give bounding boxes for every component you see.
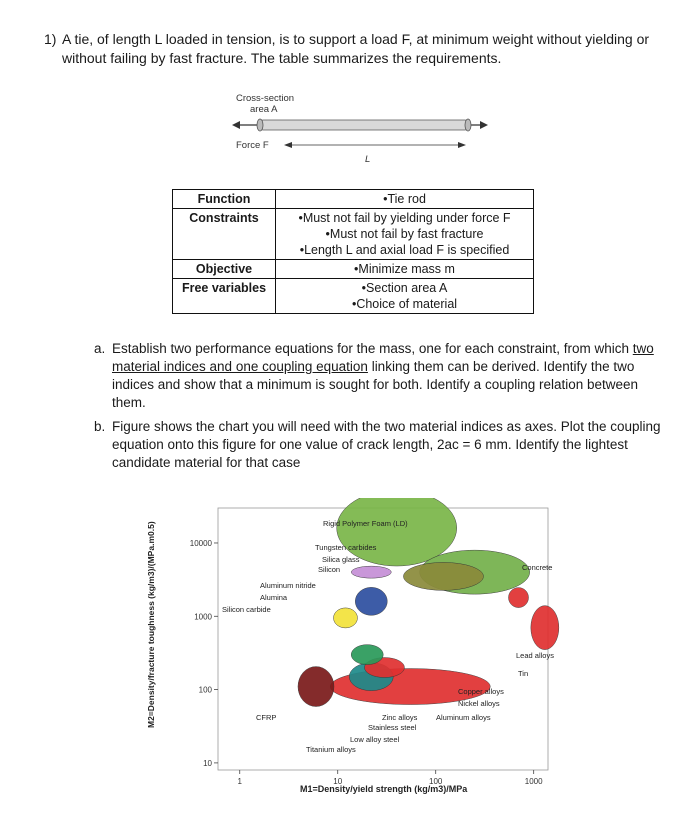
table-row [173,190,534,209]
material-label-rigid-polymer-foam-ld-: Rigid Polymer Foam (LD) [323,519,408,528]
part-a-label: a. [94,341,106,356]
force-label: Force F [236,140,269,151]
table-row [173,209,534,260]
y-tick-label: 100 [198,685,212,695]
tie-diagram [232,90,502,165]
bubble-titanium-alloys [351,645,383,665]
rod-end-right [465,119,471,131]
material-label-zinc-alloys: Zinc alloys [382,713,418,722]
row-key: Function [173,190,276,209]
material-label-low-alloy-steel: Low alloy steel [350,735,400,744]
row-value [276,260,534,279]
question [44,30,662,68]
row-key: Free variables [173,279,276,314]
material-label-copper-alloys: Copper alloys [458,687,504,696]
x-tick-label: 1 [237,777,242,786]
tie-rod-body [260,120,468,130]
y-tick-label: 10000 [189,538,212,548]
table-row [173,279,534,314]
question-text: A tie, of length L loaded in tension, is to support a load F, at minimum weight without yielding or without failing by fast fracture. The table summarizes the requirements. [62,31,650,66]
material-label-aluminum-alloys: Aluminum alloys [436,713,491,722]
material-chart [140,498,560,798]
material-label-nickel-alloys: Nickel alloys [458,699,500,708]
bubble-concrete-core [403,562,483,590]
arrow-left-icon [232,121,240,129]
tie-diagram-svg [232,90,502,165]
bubble-lead-alloys [531,606,559,650]
x-axis-label: M1=Density/yield strength (kg/m3)/MPa [300,784,468,794]
material-label-alumina: Alumina [260,593,288,602]
table-row [173,260,534,279]
x-tick-label: 100 [429,777,443,786]
part-a-underlined: two material indices and one coupling equation [112,341,654,374]
chart-svg [140,498,560,798]
material-label-tungsten-carbides: Tungsten carbides [315,543,377,552]
y-tick-label: 1000 [194,612,212,622]
value-line: •Minimize mass m [354,262,455,276]
part-b [80,418,662,472]
material-label-lead-alloys: Lead alloys [516,651,554,660]
dim-arrow-left-icon [284,142,292,148]
part-b-label: b. [94,419,106,434]
bubble-alumina [355,587,387,615]
y-axis-label: M2=Density/fracture toughness (kg/m3)/(MPa.m0.5) [146,521,156,728]
x-tick-label: 1000 [524,777,543,786]
material-label-tin: Tin [518,669,529,678]
part-b-text: Figure shows the chart you will need with the two material indices as axes. Plot the coupling equation onto this figure for one value of crack length, 2ac = 6 mm. Identify the lightest candidate material for that case [112,419,661,470]
arrow-right-icon [480,121,488,129]
rod-end-section [257,119,263,131]
requirements-table [172,189,534,314]
row-value [276,190,534,209]
bubble-tin [509,588,529,608]
value-line: •Length L and axial load F is specified [299,243,510,257]
row-key: Constraints [173,209,276,260]
dim-arrow-right-icon [458,142,466,148]
cross-section-label: Cross-section [236,93,295,104]
question-number: 1) [44,31,57,47]
row-key: Objective [173,260,276,279]
material-label-aluminum-nitride: Aluminum nitride [260,581,316,590]
material-label-cfrp: CFRP [256,713,277,722]
material-label-stainless-steel: Stainless steel [368,723,417,732]
value-line: •Tie rod [383,192,426,206]
material-label-silicon-carbide: Silicon carbide [222,605,271,614]
part-a-text-pre: Establish two performance equations for the mass, one for each constraint, from which [112,341,633,356]
bubble-silicon-carbide [333,608,357,628]
value-line: •Choice of material [351,297,458,311]
y-tick-label: 10 [203,758,212,768]
value-line: •Must not fail by fast fracture [325,227,484,241]
area-label: area A [250,104,278,115]
part-a [80,340,662,412]
length-label: L [365,154,371,165]
value-line: •Must not fail by yielding under force F [298,211,511,225]
row-value [276,279,534,314]
value-line: •Section area A [361,281,448,295]
bubble-silica-glass [351,566,391,578]
material-label-titanium-alloys: Titanium alloys [306,745,356,754]
bubble-cfrp [298,667,334,707]
question-parts [80,340,662,474]
material-label-silica-glass: Silica glass [322,555,360,564]
row-value [276,209,534,260]
x-tick-label: 10 [333,777,343,786]
material-label-silicon: Silicon [318,565,341,574]
part-a-text-post: linking them can be derived. Identify the two indices and show that a minimum is sought for both. Identify a coupling relation between them. [112,359,639,410]
material-label-concrete: Concrete [522,563,553,572]
